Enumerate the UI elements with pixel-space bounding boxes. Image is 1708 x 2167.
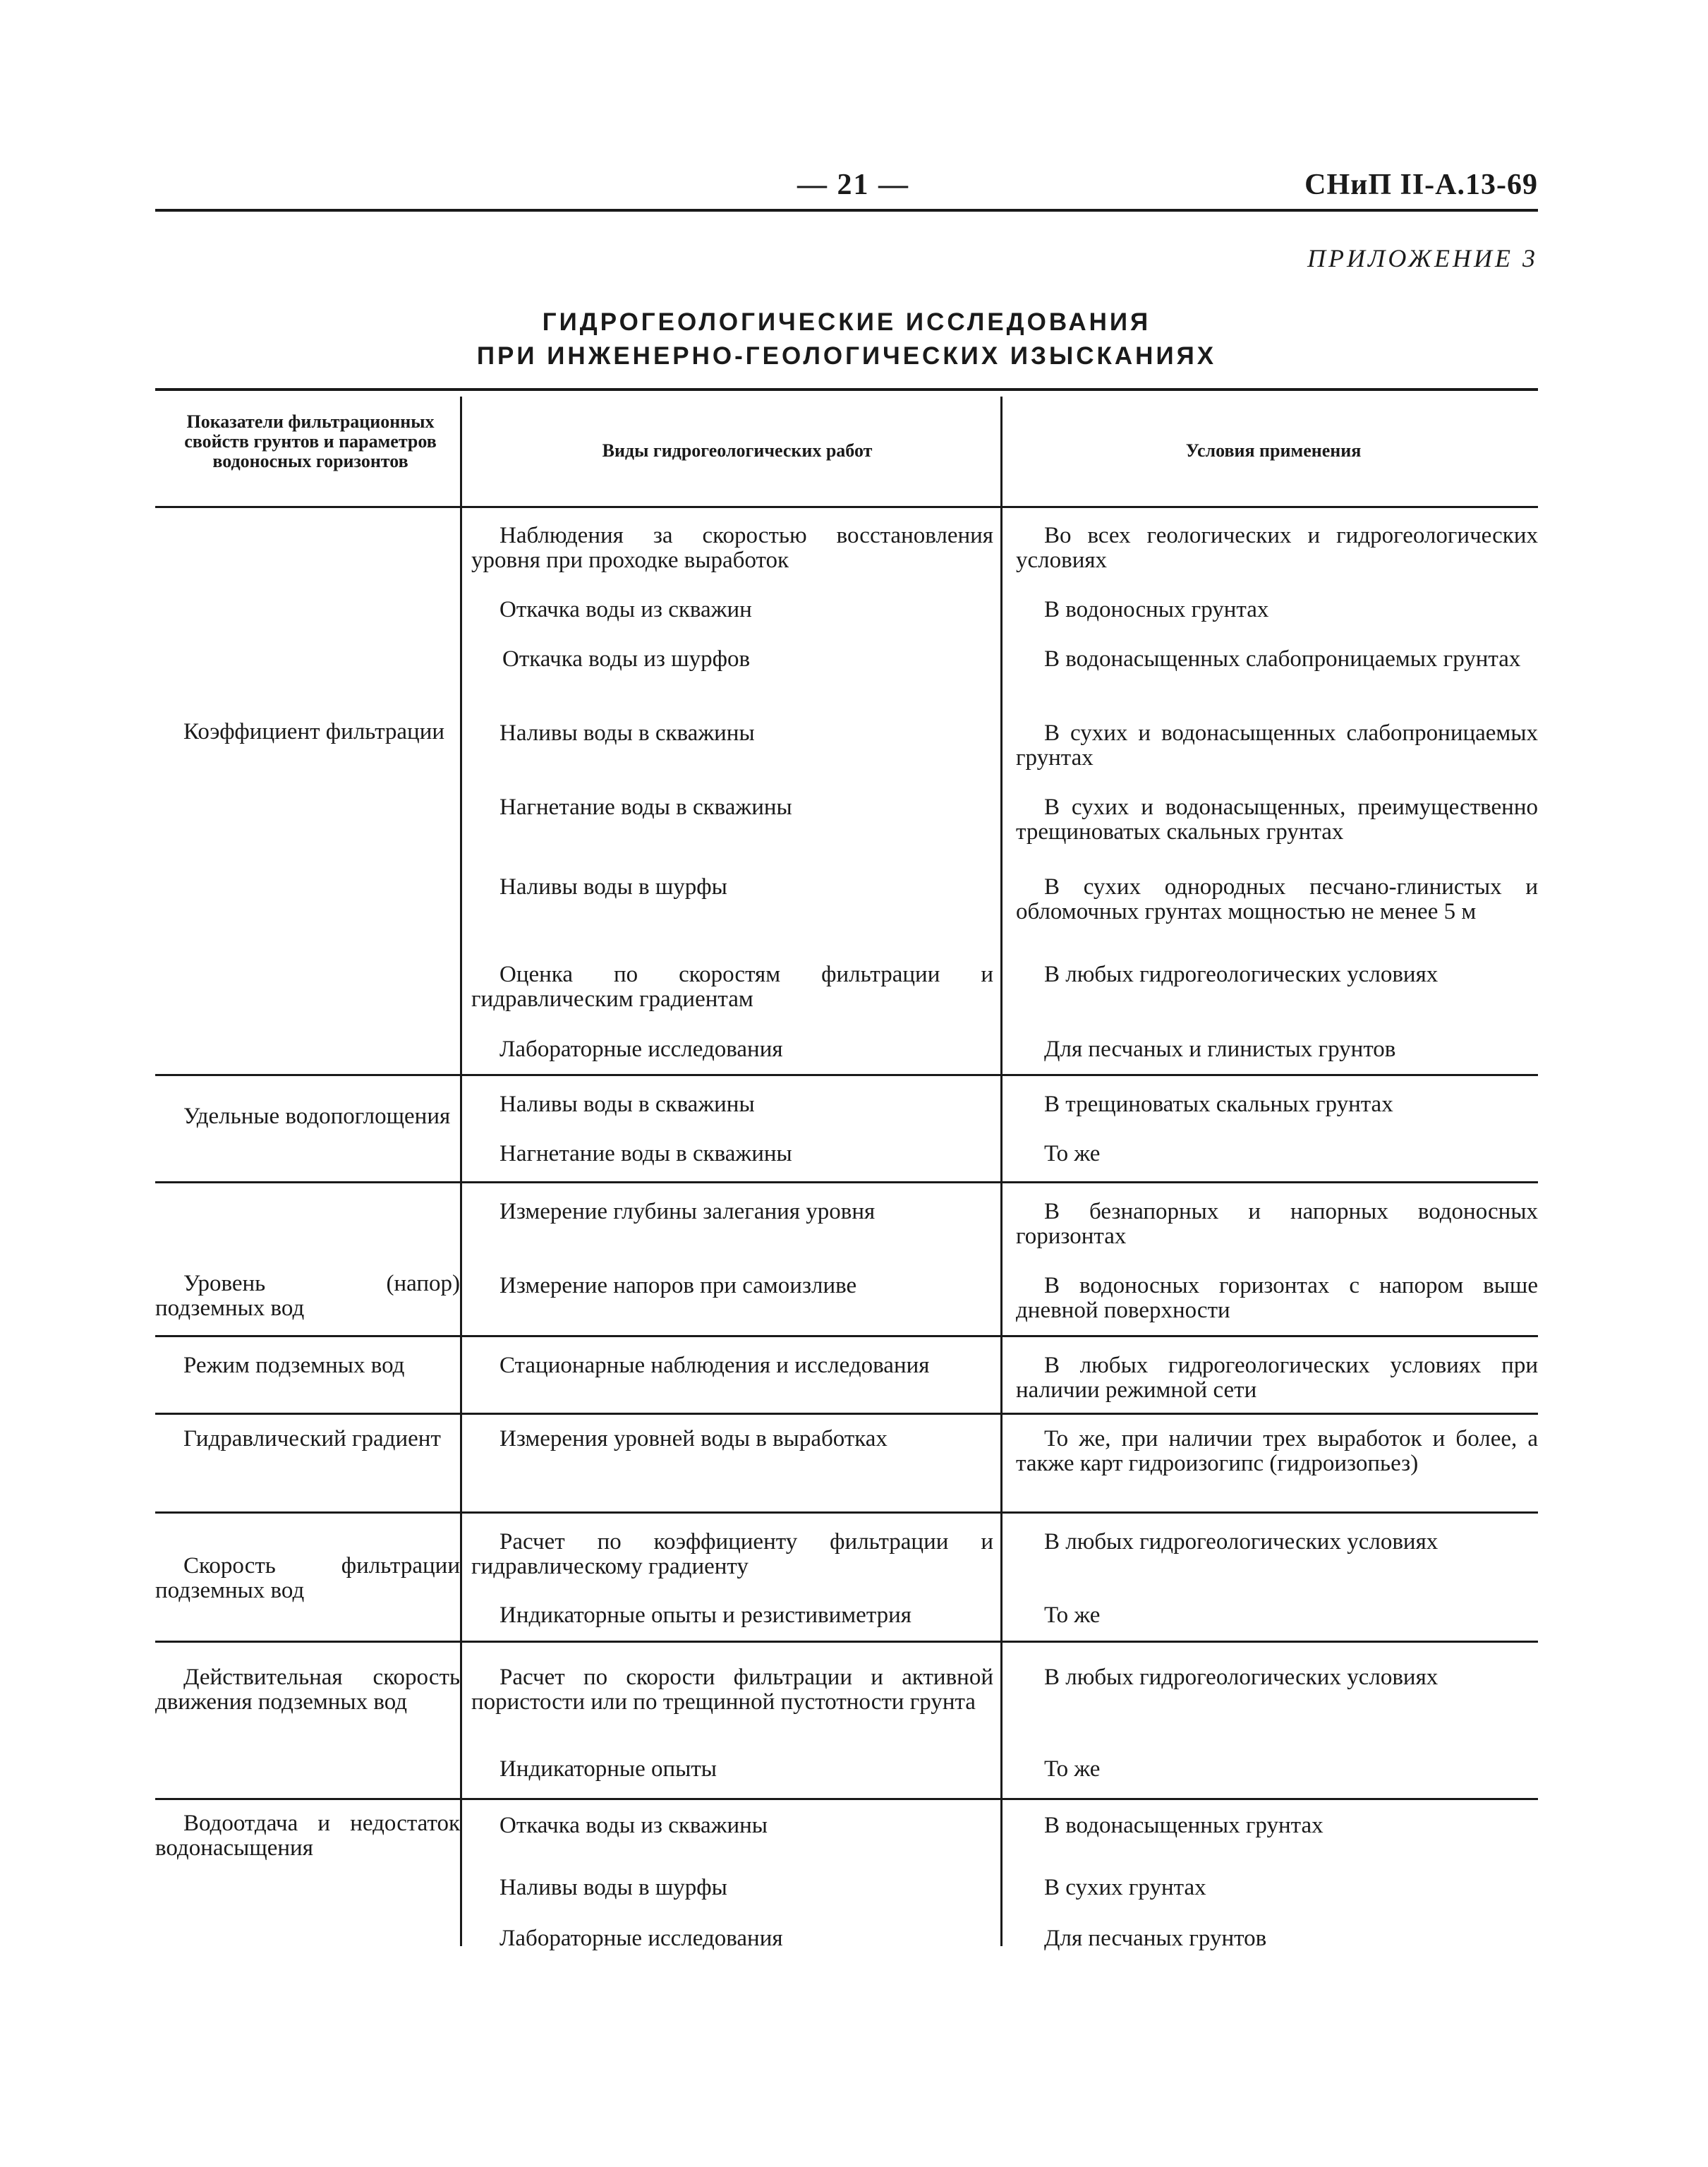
row-divider <box>155 1181 1538 1183</box>
condition-cell: В сухих и водонасыщенных, преимущественно трещиноватых скальных грунтах <box>1016 795 1538 845</box>
work-cell: Нагнетание воды в скважины <box>499 795 792 820</box>
work-cell: Индикаторные опыты и резистивиметрия <box>499 1602 911 1628</box>
row-divider <box>155 1641 1538 1643</box>
condition-cell: В водоносных горизонтах с напором выше дневной поверхности <box>1016 1273 1538 1323</box>
header-bottom-rule <box>155 506 1538 508</box>
row-indicator: Скорость фильтрации подземных вод <box>155 1553 460 1603</box>
work-cell: Стационарные наблюдения и исследования <box>499 1353 930 1378</box>
row-indicator: Коэффициент фильтрации <box>183 719 445 744</box>
work-cell: Измерение напоров при самоизливе <box>499 1273 857 1298</box>
work-cell: Расчет по коэффициенту фильтрации и гидравлическому градиенту <box>471 1529 993 1579</box>
row-divider <box>155 1335 1538 1337</box>
page-title <box>155 306 1538 373</box>
condition-cell: Во всех геологических и гидрогеологических условиях <box>1016 523 1538 573</box>
condition-cell: То же <box>1044 1756 1101 1782</box>
condition-cell: То же <box>1044 1602 1101 1628</box>
work-cell: Наливы воды в скважины <box>499 720 755 746</box>
row-indicator: Действительная скорость движения подземных вод <box>155 1665 460 1715</box>
condition-cell: В водонасыщенных слабопроницаемых грунтах <box>1044 646 1521 672</box>
row-indicator: Удельные водопоглощения <box>183 1104 451 1129</box>
work-cell: Откачка воды из шурфов <box>502 646 751 672</box>
condition-cell: То же <box>1044 1141 1101 1166</box>
condition-cell: В водонасыщенных грунтах <box>1044 1813 1324 1838</box>
document-code: СНиП II-А.13-69 <box>1304 169 1538 201</box>
condition-cell: В водоносных грунтах <box>1044 597 1269 622</box>
condition-cell: В сухих однородных песчано-глинистых и обломочных грунтах мощностью не менее 5 м <box>1016 874 1538 924</box>
table-top-rule <box>155 388 1538 391</box>
row-indicator: Гидравлический градиент <box>183 1426 441 1451</box>
condition-cell: В сухих грунтах <box>1044 1875 1206 1900</box>
work-cell: Расчет по скорости фильтрации и активной пористости или по трещинной пустотности грунта <box>471 1665 993 1715</box>
row-divider <box>155 1074 1538 1076</box>
work-cell: Оценка по скоростям фильтрации и гидравлическим градиентам <box>471 962 993 1012</box>
work-cell: Измерения уровней воды в выработках <box>499 1426 888 1451</box>
row-indicator: Водоотдача и недостаток водонасыщения <box>155 1811 460 1861</box>
appendix-label: ПРИЛОЖЕНИЕ 3 <box>1307 244 1538 272</box>
condition-cell: В любых гидрогеологических условиях <box>1044 1665 1439 1690</box>
work-cell: Наливы воды в шурфы <box>499 874 727 900</box>
work-cell: Наливы воды в скважины <box>499 1092 755 1117</box>
work-cell: Откачка воды из скважин <box>499 597 752 622</box>
condition-cell: В сухих и водонасыщенных слабопроницаемых грунтах <box>1016 720 1538 771</box>
work-cell: Индикаторные опыты <box>499 1756 717 1782</box>
condition-cell: Для песчаных и глинистых грунтов <box>1044 1037 1396 1062</box>
work-cell: Наливы воды в шурфы <box>499 1875 727 1900</box>
work-cell: Измерение глубины залегания уровня <box>499 1199 876 1224</box>
condition-cell: Для песчаных грунтов <box>1044 1926 1267 1951</box>
work-cell: Нагнетание воды в скважины <box>499 1141 792 1166</box>
row-divider <box>155 1511 1538 1514</box>
work-cell: Откачка воды из скважины <box>499 1813 768 1838</box>
row-divider <box>155 1798 1538 1800</box>
work-cell: Наблюдения за скоростью восстановления уровня при проходке выработок <box>471 523 993 573</box>
column-divider-2 <box>1000 397 1003 1946</box>
work-cell: Лабораторные исследования <box>499 1926 783 1951</box>
condition-cell: В любых гидрогеологических условиях <box>1044 962 1439 987</box>
condition-cell: В любых гидрогеологических условиях <box>1044 1529 1439 1555</box>
column-header-indicators: Показатели фильтрационных свойств грунтов и параметров водоносных горизонтов <box>184 411 437 471</box>
work-cell: Лабораторные исследования <box>499 1037 783 1062</box>
row-divider <box>155 1413 1538 1415</box>
condition-cell: В трещиноватых скальных грунтах <box>1044 1092 1393 1117</box>
column-header-works: Виды гидрогеологических работ <box>602 440 873 461</box>
row-indicator: Уровень (напор) подземных вод <box>155 1271 460 1321</box>
header-rule <box>155 209 1538 212</box>
title-line-2: ПРИ ИНЖЕНЕРНО-ГЕОЛОГИЧЕСКИХ ИЗЫСКАНИЯХ <box>476 342 1217 370</box>
condition-cell: В безнапорных и напорных водоносных горизонтах <box>1016 1199 1538 1249</box>
page-number: — 21 — <box>797 169 909 201</box>
column-header-conditions: Условия применения <box>1185 440 1362 461</box>
condition-cell: В любых гидрогеологических условиях при наличии режимной сети <box>1016 1353 1538 1403</box>
column-divider-1 <box>460 397 462 1946</box>
condition-cell: То же, при наличии трех выработок и более, а также карт гидроизогипс (гидроизопьез) <box>1016 1426 1538 1476</box>
row-indicator: Режим подземных вод <box>183 1353 405 1378</box>
title-line-1: ГИДРОГЕОЛОГИЧЕСКИЕ ИССЛЕДОВАНИЯ <box>542 308 1151 336</box>
